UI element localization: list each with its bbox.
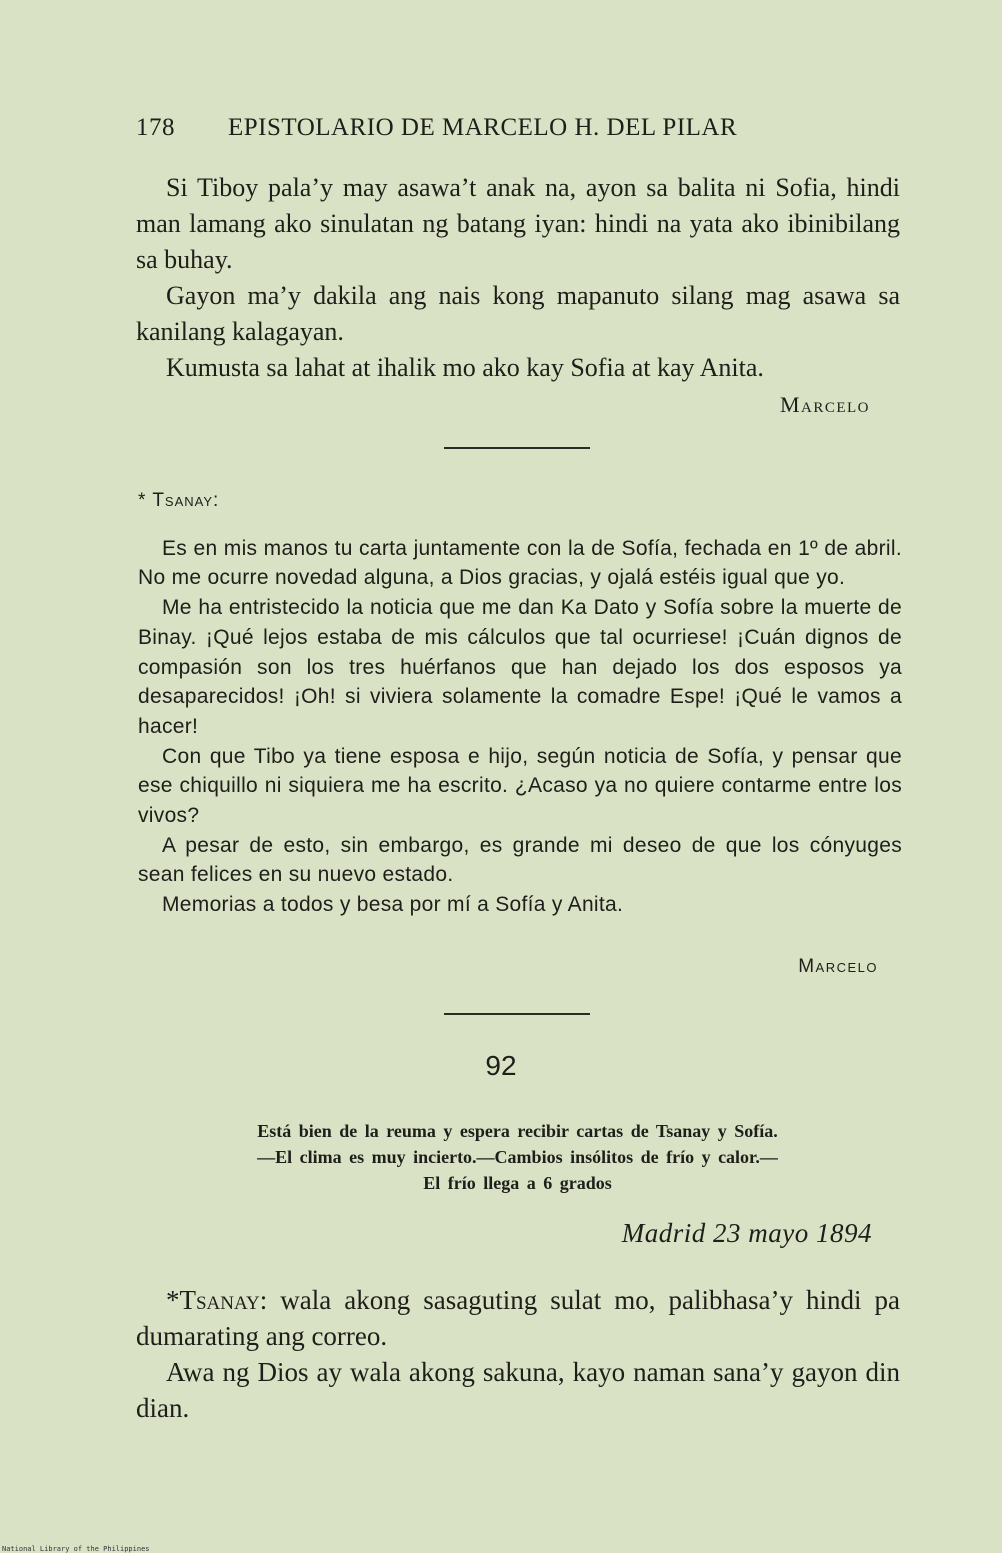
paragraph: Me ha entristecido la noticia que me dan Ka Dato y Sofía sobre la muerte de Binay. ¡Qué lejos estaba de mis cálculos que tal ocurriese! ¡Cuán dignos de compasión son los tres huérfanos que han dejado los dos esposos ya desaparecidos! ¡Oh! si viviera solamente la comadre Espe! ¡Qué le vamos a hacer! [138,596,902,738]
letter-address: *Tsanay: [166,1285,268,1315]
place-date: Madrid 23 mayo 1894 [621,1218,872,1248]
letter-92-body [136,1282,900,1426]
tagalog-letter-end [136,170,900,386]
spanish-translation [138,486,902,920]
paragraph: Awa ng Dios ay wala akong sakuna, kayo naman sana’y gayon din dian. [136,1357,900,1423]
paragraph-text: wala akong sasaguting sulat mo, palibhasa’y hindi pa dumarating ang correo. [136,1285,901,1351]
running-title: EPISTOLARIO DE MARCELO H. DEL PILAR [228,114,738,141]
running-header [136,114,906,142]
paragraph: Memorias a todos y besa por mí a Sofía y Anita. [162,893,624,917]
signature: Marcelo [779,392,870,417]
section-divider [444,447,590,449]
page-number: 178 [136,114,175,141]
letter-summary: Está bien de la reuma y espera recibir cartas de Tsanay y Sofía.—El clima es muy incierto.—Cambios insólitos de frío y calor.—El frío llega a 6 grados [257,1121,778,1193]
section-divider [444,1013,590,1015]
letter-number: 92 [485,1050,517,1081]
paragraph: Con que Tibo ya tiene esposa e hijo, según noticia de Sofía, y pensar que ese chiquillo ni siquiera me ha escrito. ¿Acaso ya no quiere contarme entre los vivos? [138,744,902,828]
letter-address: * Tsanay: [138,490,220,511]
paragraph: A pesar de esto, sin embargo, es grande mi deseo de que los cónyuges sean felices en su nuevo estado. [138,833,902,887]
signature: Marcelo [798,956,878,977]
library-footer: National Library of the Philippines [2,1545,150,1553]
paragraph [136,1282,900,1354]
paragraph: Si Tiboy pala’y may asawa’t anak na, ayon sa balita ni Sofia, hindi man lamang ako sinulatan ng batang iyan: hindi na yata ako ibinibilang sa buhay. [136,173,900,274]
paragraph: Es en mis manos tu carta juntamente con la de Sofía, fechada en 1º de abril. No me ocurre novedad alguna, a Dios gracias, y ojalá estéis igual que yo. [138,536,902,590]
paragraph: Kumusta sa lahat at ihalik mo ako kay Sofia at kay Anita. [166,353,764,382]
paragraph: Gayon ma’y dakila ang nais kong mapanuto silang mag asawa sa kanilang kalagayan. [136,281,900,346]
